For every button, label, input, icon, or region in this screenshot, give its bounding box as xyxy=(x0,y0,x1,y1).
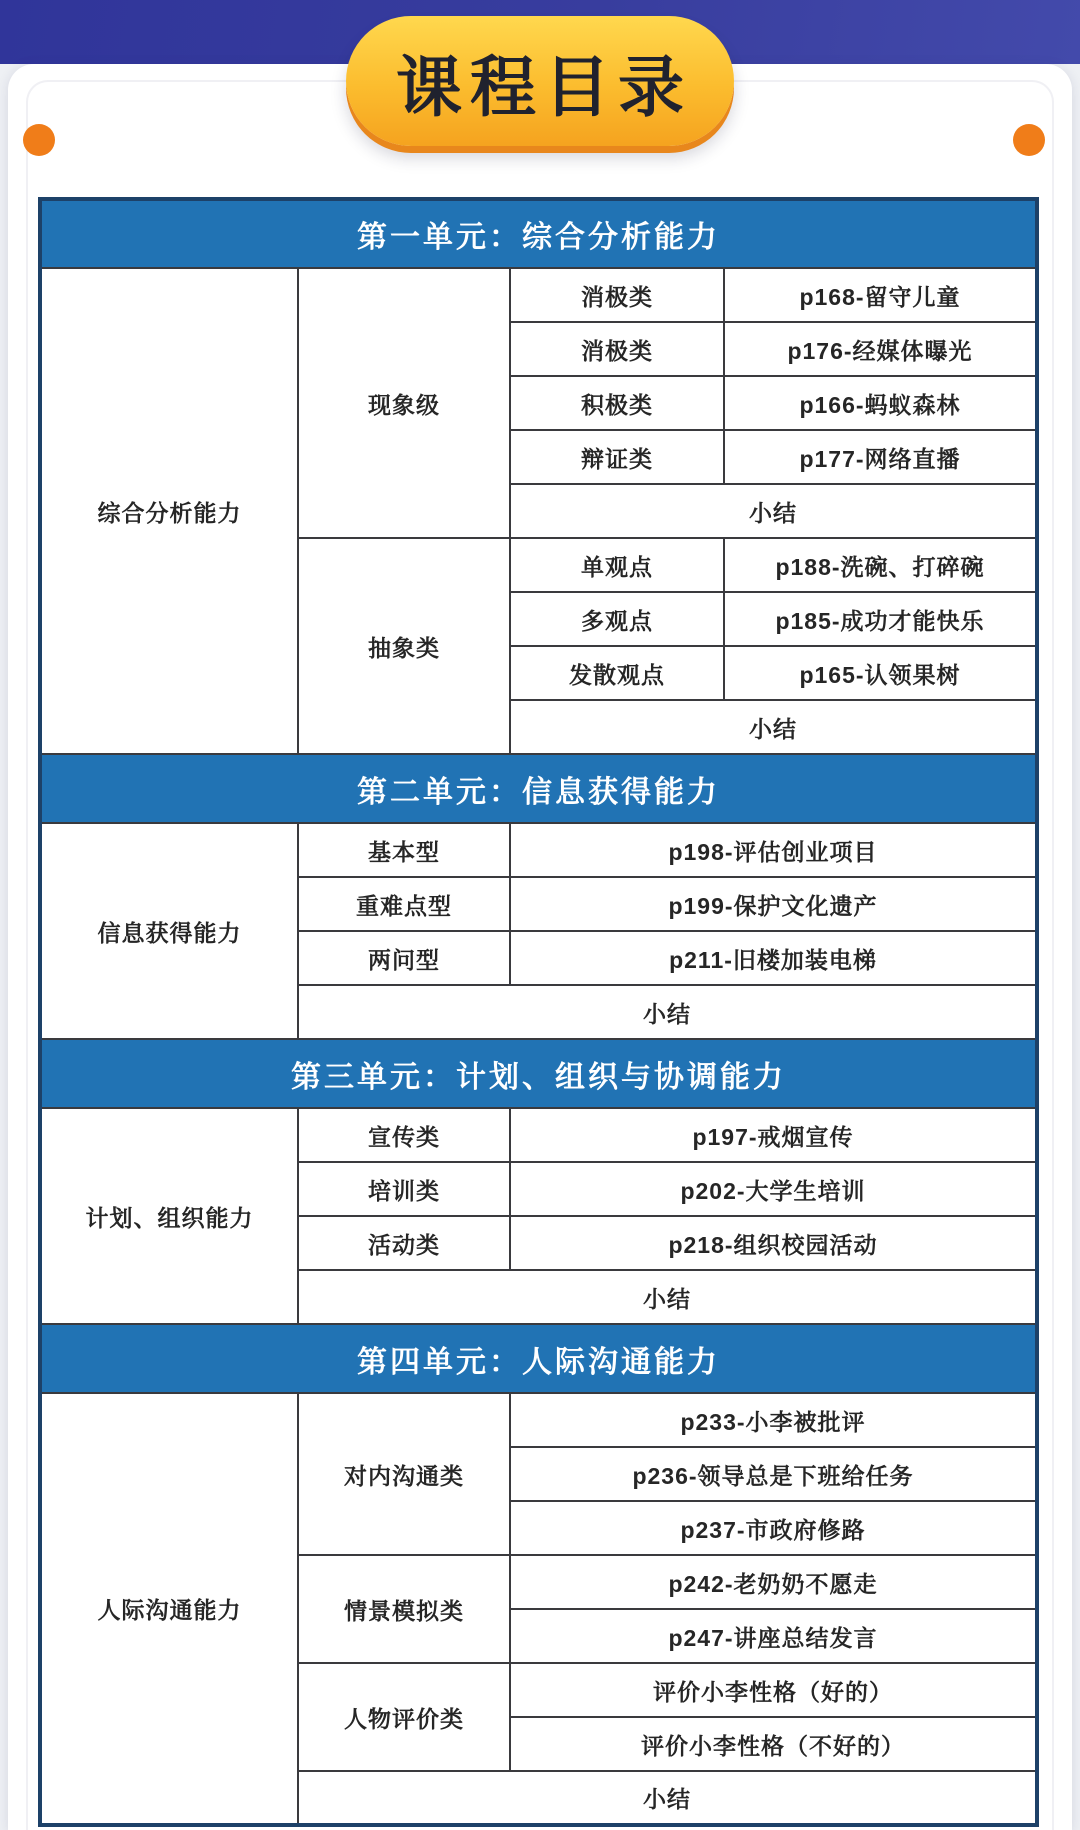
topic-cell: p237-市政府修路 xyxy=(510,1501,1037,1555)
group-cell: 抽象类 xyxy=(298,538,510,754)
topic-cell: 评价小李性格（好的） xyxy=(510,1663,1037,1717)
topic-cell: p177-网络直播 xyxy=(724,430,1037,484)
topic-cell: p218-组织校园活动 xyxy=(510,1216,1037,1270)
page-title: 课程目录 xyxy=(396,49,692,124)
topic-cell: p185-成功才能快乐 xyxy=(724,592,1037,646)
type-cell: 培训类 xyxy=(298,1162,510,1216)
type-cell: 活动类 xyxy=(298,1216,510,1270)
topic-cell: p199-保护文化遗产 xyxy=(510,877,1037,931)
topic-cell: p197-戒烟宣传 xyxy=(510,1108,1037,1162)
topic-cell: p165-认领果树 xyxy=(724,646,1037,700)
type-cell: 多观点 xyxy=(510,592,724,646)
course-catalog-table xyxy=(38,197,1039,1827)
type-cell: 积极类 xyxy=(510,376,724,430)
group-cell: 情景模拟类 xyxy=(298,1555,510,1663)
unit-3-category-cell: 计划、组织能力 xyxy=(40,1108,298,1324)
group-cell: 现象级 xyxy=(298,268,510,538)
unit-1-header-row xyxy=(40,199,1037,268)
topic-cell: p202-大学生培训 xyxy=(510,1162,1037,1216)
type-cell: 两问型 xyxy=(298,931,510,985)
topic-cell: p198-评估创业项目 xyxy=(510,823,1037,877)
decor-dot-left xyxy=(23,124,55,156)
summary-cell: 小结 xyxy=(510,700,1037,754)
type-cell: 发散观点 xyxy=(510,646,724,700)
topic-cell: p236-领导总是下班给任务 xyxy=(510,1447,1037,1501)
type-cell: 重难点型 xyxy=(298,877,510,931)
topic-cell: p233-小李被批评 xyxy=(510,1393,1037,1447)
unit-3-title: 第三单元：计划、组织与协调能力 xyxy=(40,1039,1037,1108)
topic-cell: p242-老奶奶不愿走 xyxy=(510,1555,1037,1609)
unit-4-title: 第四单元：人际沟通能力 xyxy=(40,1324,1037,1393)
topic-cell: p247-讲座总结发言 xyxy=(510,1609,1037,1663)
group-cell: 对内沟通类 xyxy=(298,1393,510,1555)
summary-cell: 小结 xyxy=(298,1771,1037,1825)
unit-4-category-cell: 人际沟通能力 xyxy=(40,1393,298,1825)
topic-cell: p176-经媒体曝光 xyxy=(724,322,1037,376)
unit-2-category-cell: 信息获得能力 xyxy=(40,823,298,1039)
summary-cell: 小结 xyxy=(298,985,1037,1039)
unit-1-category-cell: 综合分析能力 xyxy=(40,268,298,754)
topic-cell: p166-蚂蚁森林 xyxy=(724,376,1037,430)
unit-2-header-row xyxy=(40,754,1037,823)
unit-2-title: 第二单元：信息获得能力 xyxy=(40,754,1037,823)
summary-cell: 小结 xyxy=(298,1270,1037,1324)
summary-cell: 小结 xyxy=(510,484,1037,538)
unit-4-header-row xyxy=(40,1324,1037,1393)
topic-cell: p188-洗碗、打碎碗 xyxy=(724,538,1037,592)
type-cell: 单观点 xyxy=(510,538,724,592)
type-cell: 基本型 xyxy=(298,823,510,877)
type-cell: 消极类 xyxy=(510,322,724,376)
type-cell: 宣传类 xyxy=(298,1108,510,1162)
group-cell: 人物评价类 xyxy=(298,1663,510,1771)
title-badge xyxy=(346,16,734,146)
type-cell: 消极类 xyxy=(510,268,724,322)
topic-cell: p211-旧楼加装电梯 xyxy=(510,931,1037,985)
table-row xyxy=(40,1393,1037,1447)
unit-3-header-row xyxy=(40,1039,1037,1108)
table-row xyxy=(40,823,1037,877)
unit-1-title: 第一单元：综合分析能力 xyxy=(40,199,1037,268)
decor-dot-right xyxy=(1013,124,1045,156)
topic-cell: p168-留守儿童 xyxy=(724,268,1037,322)
topic-cell: 评价小李性格（不好的） xyxy=(510,1717,1037,1771)
type-cell: 辩证类 xyxy=(510,430,724,484)
table-row xyxy=(40,1108,1037,1162)
table-row xyxy=(40,268,1037,322)
